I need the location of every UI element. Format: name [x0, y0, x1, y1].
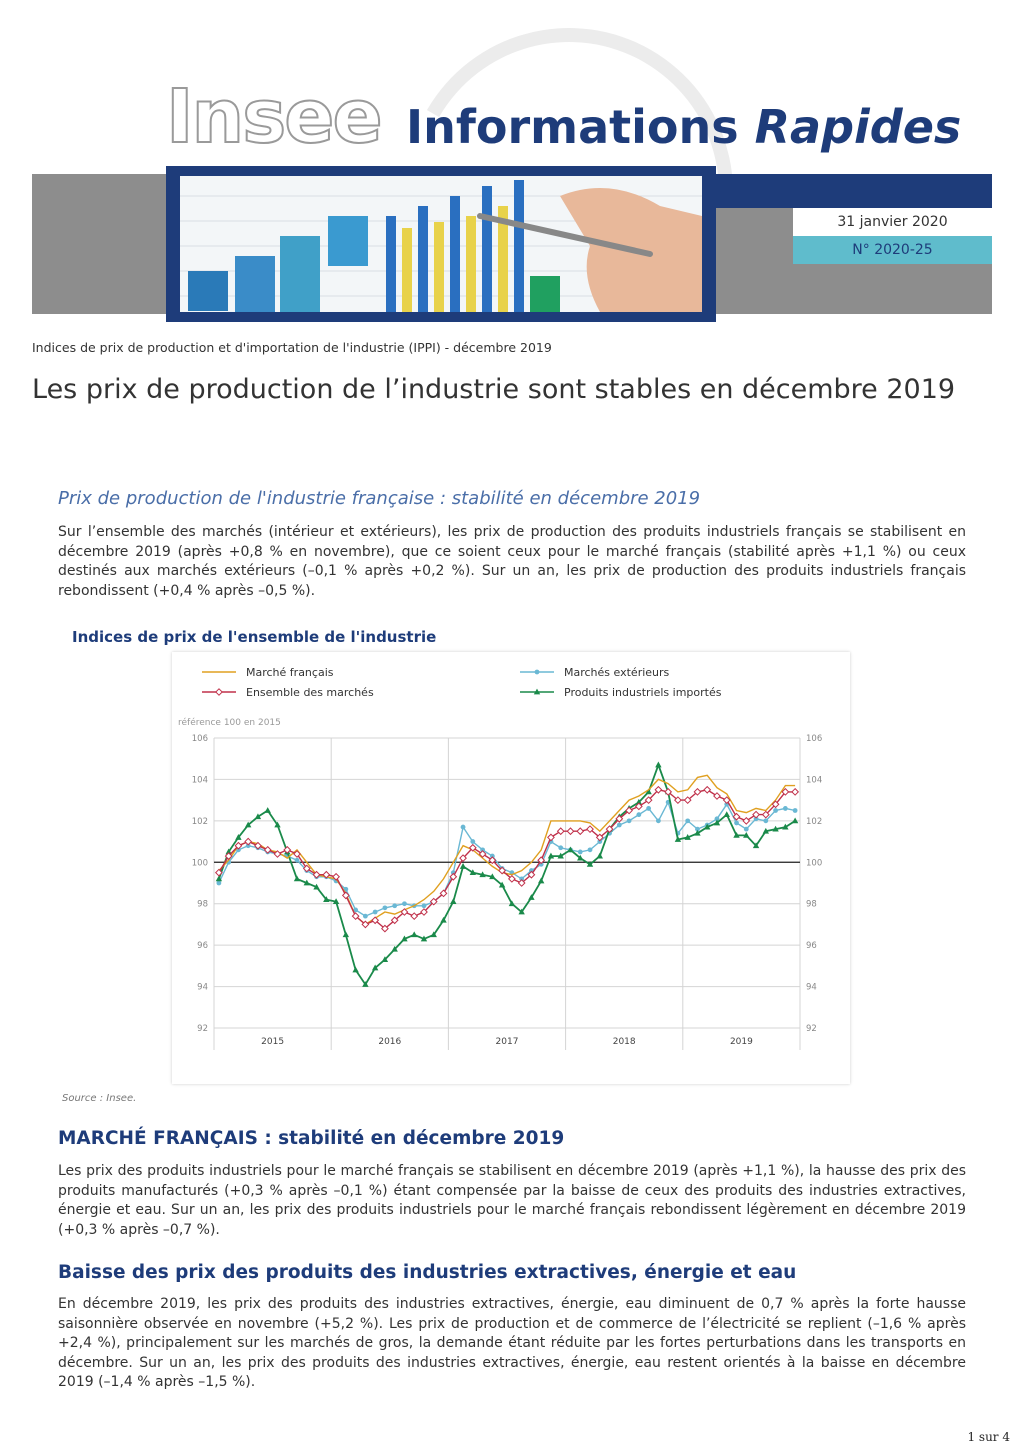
series-point-1 [245, 838, 251, 844]
series-point-3 [265, 807, 271, 813]
series-point-2 [363, 914, 368, 919]
section2-text: Les prix des produits industriels pour le marché français se stabilisent en décembre 2019 (après +1,1 %), la hausse des prix des produits manufacturés (+0,3 % après –0,1 %) étant compensée par la baisse de ceux des produits des industries extractives, énergie et eau. Sur un an, les prix des produits industriels pour le marché français rebondissent légèrement en décembre 2019 (+0,3 % après –0,7 %). [58, 1163, 966, 1238]
y-tick-left: 100 [191, 858, 208, 869]
x-tick-year: 2019 [729, 1037, 753, 1047]
series-line-1 [219, 790, 795, 929]
page-number: 1 sur 4 [967, 1430, 1010, 1444]
series-point-2 [636, 812, 641, 817]
series-point-2 [734, 821, 739, 826]
series-point-2 [402, 901, 407, 906]
series-point-3 [724, 811, 730, 817]
series-point-2 [392, 903, 397, 908]
y-tick-right: 96 [806, 941, 817, 952]
y-tick-left: 106 [191, 734, 208, 744]
series-point-2 [461, 825, 466, 830]
y-tick-left: 104 [191, 775, 208, 786]
series-point-2 [656, 818, 661, 823]
x-tick-year: 2018 [612, 1037, 636, 1047]
series-point-2 [295, 858, 300, 863]
x-tick-year: 2015 [261, 1037, 285, 1047]
page-title: Les prix de production de l’industrie sont stables en décembre 2019 [32, 374, 956, 405]
y-tick-left: 92 [197, 1024, 208, 1034]
section3-title: Baisse des prix des produits des industries extractives, énergie et eau [58, 1262, 797, 1283]
series-point-2 [793, 808, 798, 813]
series-point-2 [470, 839, 475, 844]
price-index-chart [172, 652, 850, 1084]
legend-marker [216, 689, 222, 695]
section1-text: Sur l’ensemble des marchés (intérieur et extérieurs), les prix de production des produits industriels français se stabilisent en décembre 2019 (après +0,8 % en novembre), que ce soient ceux pour le marché français (stabilité après +1,1 %) ou ceux destinés aux marchés extérieurs (–0,1 % après +0,2 %). Sur un an, les prix de production des produits industriels français rebondissent (+0,4 % après –0,5 %). [58, 524, 966, 599]
series-point-2 [383, 905, 388, 910]
series-point-1 [577, 828, 583, 834]
y-tick-right: 98 [806, 899, 817, 910]
publication-number: N° 2020-25 [793, 236, 992, 264]
series-point-3 [352, 967, 358, 973]
y-tick-left: 98 [197, 899, 208, 910]
series-point-2 [617, 823, 622, 828]
series-point-1 [567, 828, 573, 834]
insee-logo: Insee [166, 74, 381, 160]
series-line-0 [219, 775, 795, 924]
series-point-3 [655, 762, 661, 768]
series-point-1 [558, 828, 564, 834]
series-point-3 [294, 875, 300, 881]
series-point-2 [783, 806, 788, 811]
y-tick-right: 106 [806, 734, 823, 744]
series-point-3 [538, 878, 544, 884]
legend-marker [535, 670, 540, 675]
series-point-3 [411, 931, 417, 937]
series-point-3 [597, 853, 603, 859]
chart-container [172, 652, 850, 1084]
series-point-1 [743, 818, 749, 824]
y-tick-right: 104 [806, 775, 823, 786]
publication-date: 31 janvier 2020 [793, 208, 992, 236]
series-point-2 [373, 910, 378, 915]
publication-name: Informations Rapides [406, 100, 962, 154]
series-point-2 [578, 850, 583, 855]
section1-title: Prix de production de l'industrie française : stabilité en décembre 2019 [58, 488, 701, 509]
series-point-2 [685, 818, 690, 823]
series-point-2 [773, 808, 778, 813]
legend-label: Marché français [246, 666, 334, 679]
series-point-1 [753, 811, 759, 817]
x-tick-year: 2017 [495, 1037, 519, 1047]
y-tick-right: 102 [806, 816, 823, 827]
legend-label: Marchés extérieurs [564, 666, 670, 679]
series-point-2 [627, 818, 632, 823]
kicker: Indices de prix de production et d'importation de l'industrie (IPPI) - décembre 2019 [32, 340, 552, 355]
series-point-1 [411, 913, 417, 919]
y-tick-right: 100 [806, 858, 823, 869]
series-point-2 [588, 847, 593, 852]
y-tick-left: 96 [197, 941, 208, 952]
legend-label: Ensemble des marchés [246, 686, 374, 699]
series-point-3 [343, 931, 349, 937]
chart-title: Indices de prix de l'ensemble de l'industrie [72, 628, 437, 646]
y-tick-right: 92 [806, 1024, 817, 1034]
section3-text: En décembre 2019, les prix des produits des industries extractives, énergie, eau diminuent de 0,7 % après la forte hausse saisonnière observée en novembre (+5,2 %). Les prix de production et de commerce de l’électricité se replient (–1,6 % après +2,4 %), principalement sur les marchés de gros, la demande étant réduite par les fortes perturbations dans les transports en décembre. Sur un an, les prix des produits des industries extractives, énergie, eau restent orientés à la baisse en décembre 2019 (–1,4 % après –1,5 %). [58, 1296, 966, 1390]
series-point-2 [216, 881, 221, 886]
y-axis-label: référence 100 en 2015 [178, 718, 281, 728]
chart-source: Source : Insee. [62, 1093, 137, 1104]
bar-chart-illustration [180, 176, 702, 312]
section2-title: MARCHÉ FRANÇAIS : stabilité en décembre 2019 [58, 1128, 565, 1149]
series-point-2 [558, 845, 563, 850]
series-line-2 [219, 802, 795, 916]
series-point-2 [422, 903, 427, 908]
y-tick-right: 94 [806, 982, 817, 993]
y-tick-left: 94 [197, 982, 208, 993]
series-point-2 [763, 818, 768, 823]
series-point-1 [792, 789, 798, 795]
header-accent-band [715, 174, 992, 208]
series-point-3 [450, 898, 456, 904]
series-point-2 [646, 806, 651, 811]
legend-label: Produits industriels importés [564, 686, 722, 699]
series-point-2 [744, 827, 749, 832]
y-tick-left: 102 [191, 816, 208, 827]
header-illustration [166, 166, 716, 322]
x-tick-year: 2016 [378, 1037, 402, 1047]
